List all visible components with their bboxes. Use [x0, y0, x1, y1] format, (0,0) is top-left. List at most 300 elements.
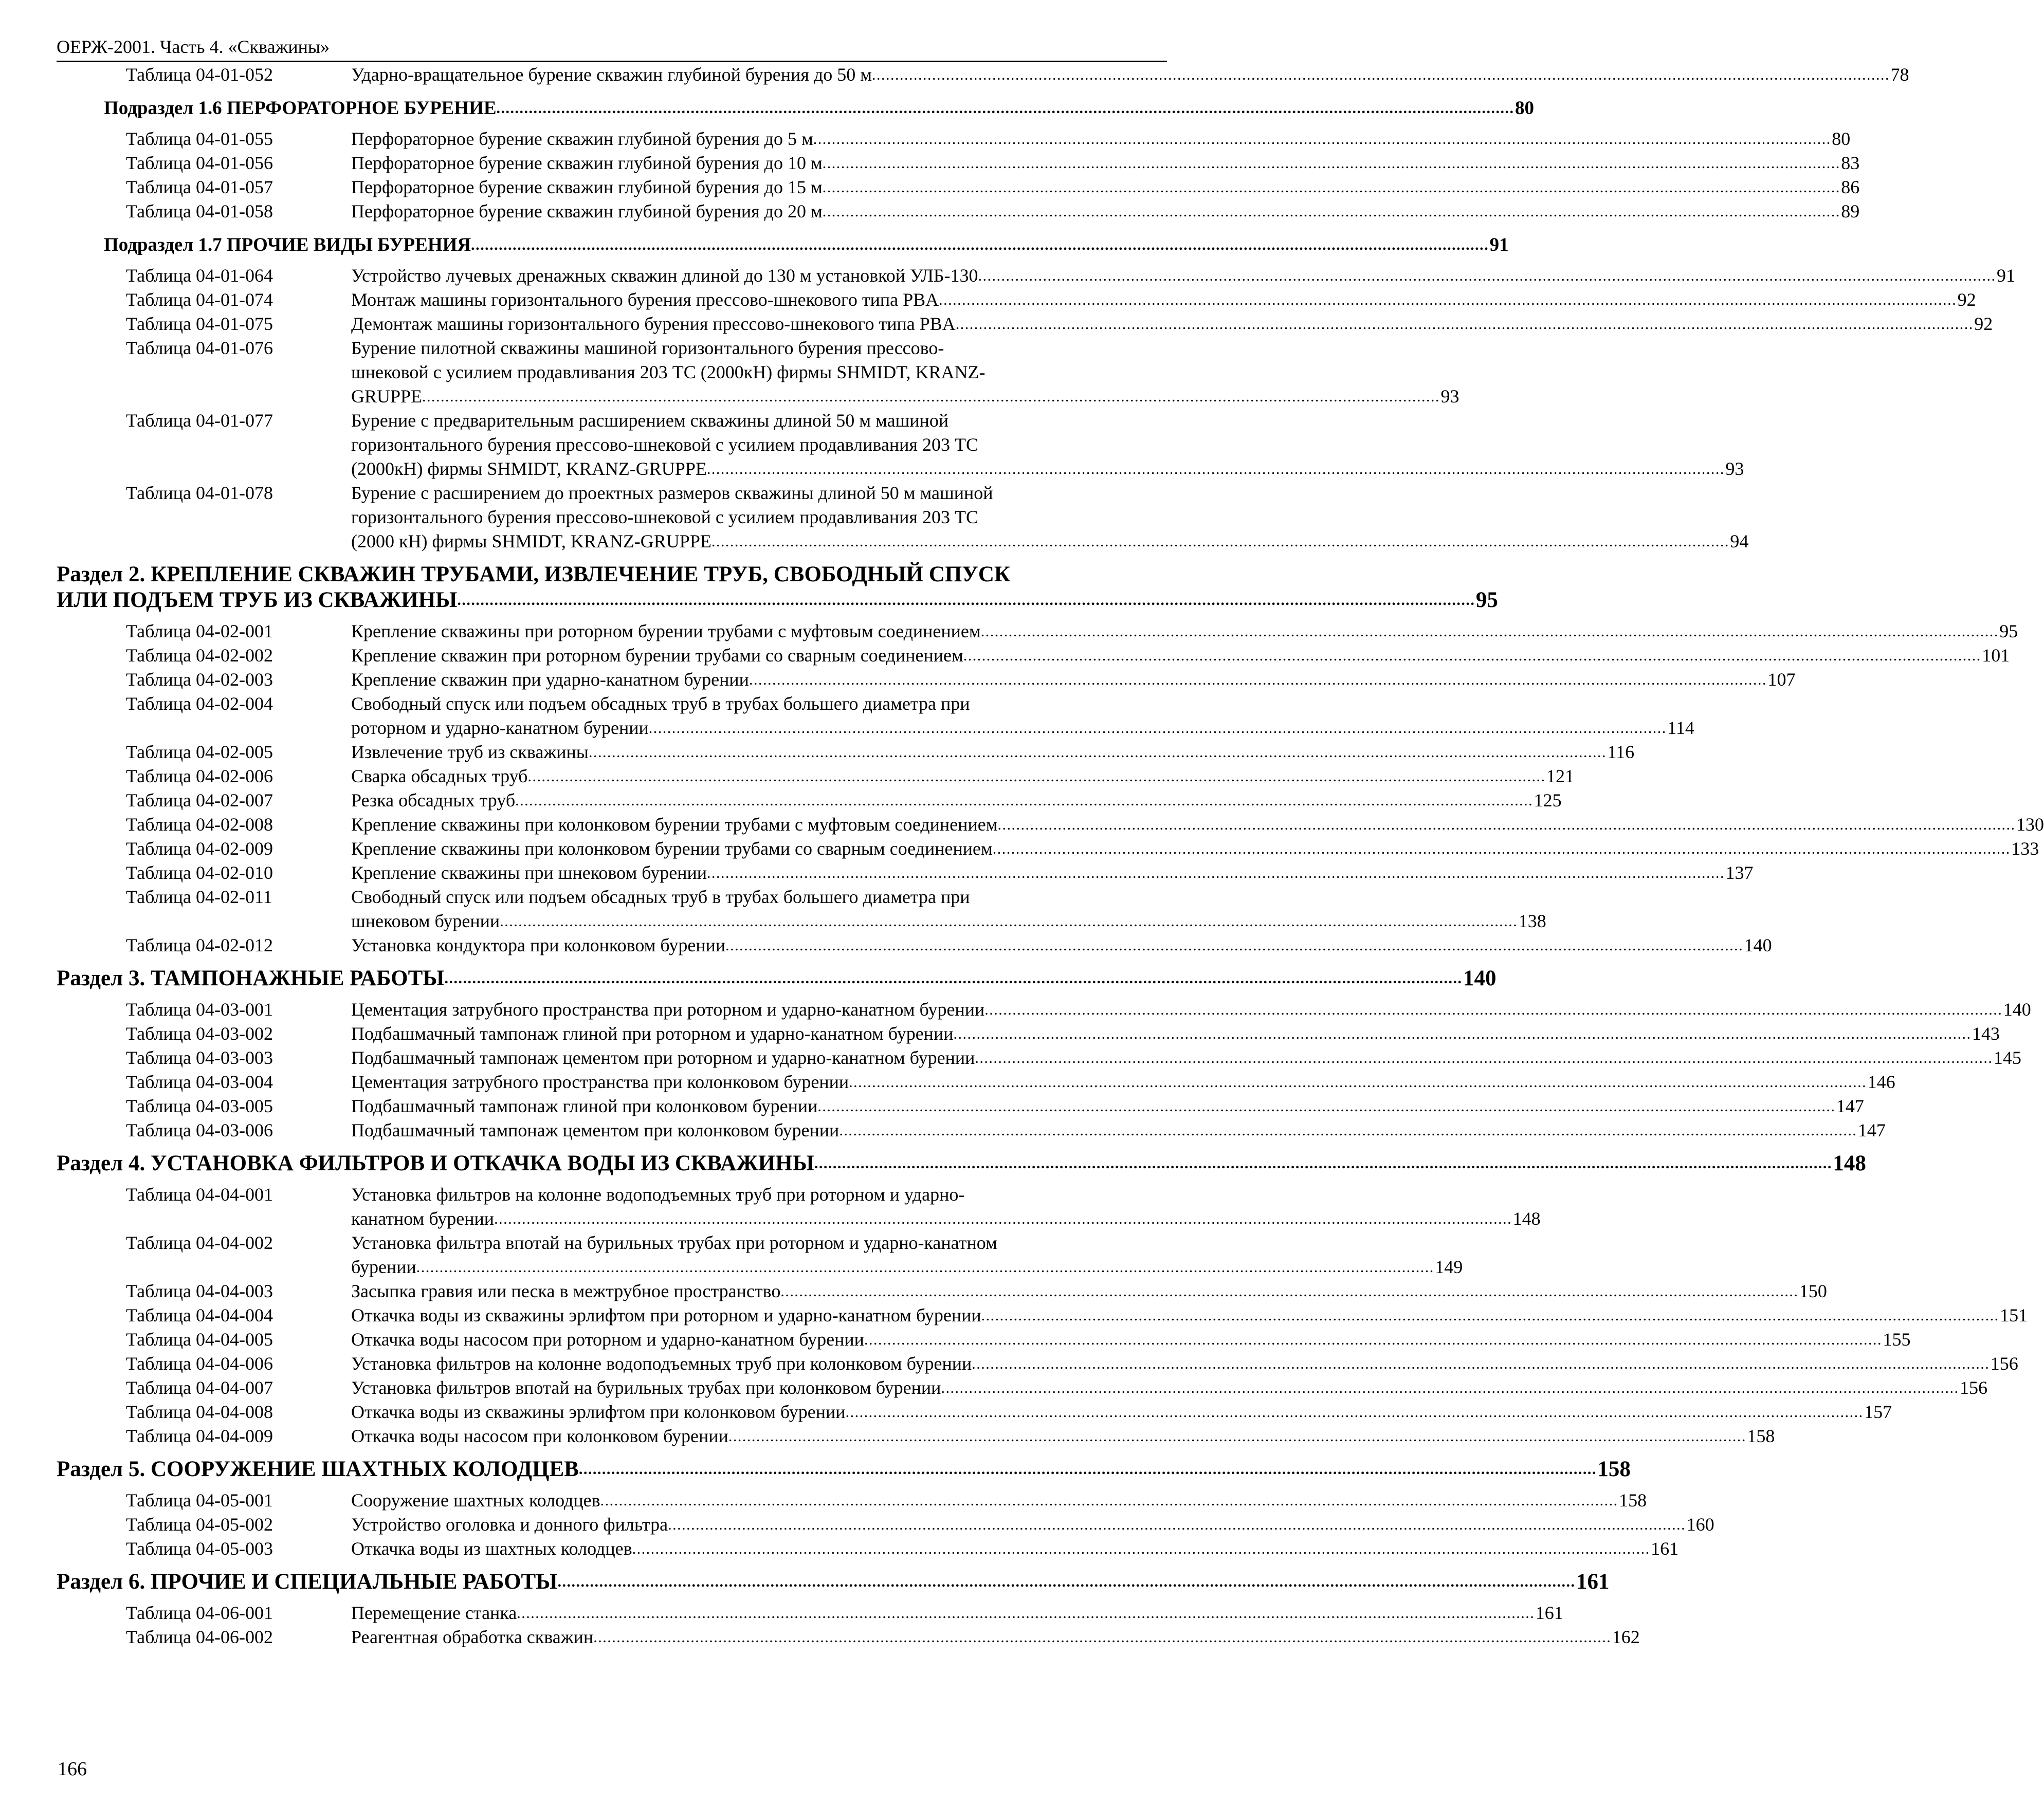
toc-table-entry[interactable]	[57, 1537, 1679, 1561]
title-line: Свободный спуск или подъем обсадных труб в трубах большего диаметра при	[351, 693, 970, 714]
page-ref: 116	[1607, 742, 1635, 762]
table-code: Таблица 04-02-010	[126, 862, 273, 883]
table-code: Таблица 04-05-001	[126, 1490, 273, 1511]
entry-title	[351, 1094, 1864, 1118]
entry-title	[104, 96, 1535, 121]
table-code: Таблица 04-01-064	[126, 265, 273, 286]
dot-leader: . . . . . . . . . . . . . . . . . . . . . . . . . . . . . . . . . . . . . . . . . . . . . . . . . . . . . . . . . . . . . . . . . . . . . . . . . . . . . . . . . . . . . . . . . . . . . . . . . . . . . . . . . . . . . . . . . . . . . . . . . . . . . . . . . . . . . . . . . . . . . . . . . . . . . . . . . . . . . . . . . . . . . . . . . . . . . . . . . . . . . . . . . . . . . . . . . . . . . . . . . . . . . . . . . . . . . . . . . . . .	[707, 864, 1723, 881]
entry-title	[351, 481, 1749, 554]
toc-table-entry[interactable]	[57, 619, 2018, 643]
table-code: Таблица 04-04-009	[126, 1426, 273, 1446]
table-code: Таблица 04-05-002	[126, 1514, 273, 1535]
entry-title	[351, 1303, 2028, 1328]
page-ref: 147	[1857, 1120, 1886, 1140]
title-line: Подбашмачный тампонаж цементом при колонковом бурении	[351, 1120, 840, 1140]
page-ref: 93	[1725, 458, 1744, 479]
toc-table-entry[interactable]	[57, 1303, 2028, 1328]
title-line: ИЛИ ПОДЪЕМ ТРУБ ИЗ СКВАЖИНЫ	[57, 588, 458, 612]
dot-leader: . . . . . . . . . . . . . . . . . . . . . . . . . . . . . . . . . . . . . . . . . . . . . . . . . . . . . . . . . . . . . . . . . . . . . . . . . . . . . . . . . . . . . . . . . . . . . . . . . . . . . . . . . . . . . . . . . . . . . . . . . . . . . . . . . . . . . . . . . . . . . . . . . . . . . . . . . . . . . . . . . . . . . . . . . . . . . . . . . . . . . . . . . . . . . . . . . . . . . . . . . . . . . . . . . . . . . . . . . . . .	[471, 236, 1487, 253]
page-ref: 156	[1990, 1353, 2018, 1374]
toc-table-entry[interactable]	[57, 1022, 2000, 1046]
toc-table-entry[interactable]	[57, 409, 1744, 481]
title-line: Сооружение шахтных колодцев	[351, 1490, 600, 1511]
entry-title	[351, 1537, 1679, 1561]
table-code: Таблица 04-01-052	[126, 64, 273, 85]
title-line: канатном бурении	[351, 1208, 495, 1229]
entry-title	[351, 1424, 1775, 1448]
toc-table-entry[interactable]	[57, 885, 1546, 933]
dot-leader: . . . . . . . . . . . . . . . . . . . . . . . . . . . . . . . . . . . . . . . . . . . . . . . . . . . . . . . . . . . . . . . . . . . . . . . . . . . . . . . . . . . . . . . . . . . . . . . . . . . . . . . . . . . . . . . . . . . . . . . . . . . . . . . . . . . . . . . . . . . . . . . . . . . . . . . . . . . . . . . . . . . . . . . . . . . . . . . . . . . . . . . . . . . . . . . . . . . . . . . . . . . . . . . . . . . . . . . . . . . .	[972, 1355, 1987, 1372]
dot-leader: . . . . . . . . . . . . . . . . . . . . . . . . . . . . . . . . . . . . . . . . . . . . . . . . . . . . . . . . . . . . . . . . . . . . . . . . . . . . . . . . . . . . . . . . . . . . . . . . . . . . . . . . . . . . . . . . . . . . . . . . . . . . . . . . . . . . . . . . . . . . . . . . . . . . . . . . . . . . . . . . . . . . . . . . . . . . . . . . . . . . . . . . . . . . . . . . . . . . . . . . . . . . . . . . . . . . . . . . . . . .	[578, 1461, 1595, 1478]
entry-title	[57, 562, 1498, 613]
title-line: Раздел 5. СООРУЖЕНИЕ ШАХТНЫХ КОЛОДЦЕВ	[57, 1457, 579, 1481]
table-code: Таблица 04-03-004	[126, 1072, 273, 1092]
dot-leader: . . . . . . . . . . . . . . . . . . . . . . . . . . . . . . . . . . . . . . . . . . . . . . . . . . . . . . . . . . . . . . . . . . . . . . . . . . . . . . . . . . . . . . . . . . . . . . . . . . . . . . . . . . . . . . . . . . . . . . . . . . . . . . . . . . . . . . . . . . . . . . . . . . . . . . . . . . . . . . . . . . . . . . . . . . . . . . . . . . . . . . . . . . . . . . . . . . . . . . . . . . . . . . . . . . . . . . . . . . . .	[941, 1379, 1957, 1396]
toc-table-entry[interactable]	[57, 264, 2016, 288]
table-code: Таблица 04-02-004	[126, 693, 273, 714]
table-code: Таблица 04-02-002	[126, 645, 273, 666]
page-ref: 130	[2016, 814, 2044, 835]
title-line: Резка обсадных труб	[351, 790, 516, 811]
dot-leader: . . . . . . . . . . . . . . . . . . . . . . . . . . . . . . . . . . . . . . . . . . . . . . . . . . . . . . . . . . . . . . . . . . . . . . . . . . . . . . . . . . . . . . . . . . . . . . . . . . . . . . . . . . . . . . . . . . . . . . . . . . . . . . . . . . . . . . . . . . . . . . . . . . . . . . . . . . . . . . . . . . . . . . . . . . . . . . . . . . . . . . . . . . . . . . . . . . . . . . . . . . . . . . . . . . . . . . . . . . . .	[813, 131, 1829, 148]
title-line: GRUPPE	[351, 386, 423, 407]
page-ref: 137	[1725, 862, 1754, 883]
page-ref: 95	[1999, 621, 2018, 641]
title-line: шнековой с усилием продавливания 203 ТС (2000кН) фирмы SHMIDT, KRANZ-	[351, 362, 986, 382]
dot-leader: . . . . . . . . . . . . . . . . . . . . . . . . . . . . . . . . . . . . . . . . . . . . . . . . . . . . . . . . . . . . . . . . . . . . . . . . . . . . . . . . . . . . . . . . . . . . . . . . . . . . . . . . . . . . . . . . . . . . . . . . . . . . . . . . . . . . . . . . . . . . . . . . . . . . . . . . . . . . . . . . . . . . . . . . . . . . . . . . . . . . . . . . . . . . . . . . . . . . . . . . . . . . . . . . . . . . . . . . . . . .	[845, 1404, 1862, 1421]
entry-title	[351, 668, 1796, 692]
title-line: Раздел 2. КРЕПЛЕНИЕ СКВАЖИН ТРУБАМИ, ИЗВЛЕЧЕНИЕ ТРУБ, СВОБОДНЫЙ СПУСК	[57, 562, 1011, 586]
title-line: Откачка воды из скважины эрлифтом при колонковом бурении	[351, 1402, 846, 1422]
table-code: Таблица 04-03-003	[126, 1047, 273, 1068]
page-ref: 80	[1515, 98, 1535, 119]
entry-title	[57, 1457, 1631, 1482]
page-ref: 140	[1744, 935, 1772, 955]
title-line: Перфораторное бурение скважин глубиной бурения до 5 м	[351, 128, 813, 149]
dot-leader: . . . . . . . . . . . . . . . . . . . . . . . . . . . . . . . . . . . . . . . . . . . . . . . . . . . . . . . . . . . . . . . . . . . . . . . . . . . . . . . . . . . . . . . . . . . . . . . . . . . . . . . . . . . . . . . . . . . . . . . . . . . . . . . . . . . . . . . . . . . . . . . . . . . . . . . . . . . . . . . . . . . . . . . . . . . . . . . . . . . . . . . . . . . . . . . . . . . . . . . . . . . . . . . . . . . . . . . . . . . .	[648, 720, 1665, 737]
title-line: Крепление скважин при ударно-канатном бурении	[351, 669, 749, 690]
toc-table-entry[interactable]	[57, 1070, 1895, 1094]
title-line: Установка фильтров на колонне водоподъемных труб при колонковом бурении	[351, 1353, 972, 1374]
page-ref: 80	[1832, 128, 1851, 149]
table-code: Таблица 04-01-055	[126, 128, 273, 149]
title-line: бурении	[351, 1257, 416, 1277]
title-line: шнековом бурении	[351, 911, 500, 931]
page-ref: 146	[1867, 1072, 1895, 1092]
title-line: Крепление скважин при роторном бурении трубами со сварным соединением	[351, 645, 963, 666]
title-line: (2000кН) фирмы SHMIDT, KRANZ-GRUPPE	[351, 458, 707, 479]
dot-leader: . . . . . . . . . . . . . . . . . . . . . . . . . . . . . . . . . . . . . . . . . . . . . . . . . . . . . . . . . . . . . . . . . . . . . . . . . . . . . . . . . . . . . . . . . . . . . . . . . . . . . . . . . . . . . . . . . . . . . . . . . . . . . . . . . . . . . . . . . . . . . . . . . . . . . . . . . . . . . . . . . . . . . . . . . . . . . . . . . . . . . . . . . . . . . . . . . . . . . . . . . . . . . . . . . . . . . . . . . . . .	[997, 816, 2013, 833]
title-line: Бурение с предварительным расширением скважины длиной 50 м машиной	[351, 410, 949, 431]
table-code: Таблица 04-04-002	[126, 1232, 273, 1253]
page-ref: 107	[1767, 669, 1796, 690]
dot-leader: . . . . . . . . . . . . . . . . . . . . . . . . . . . . . . . . . . . . . . . . . . . . . . . . . . . . . . . . . . . . . . . . . . . . . . . . . . . . . . . . . . . . . . . . . . . . . . . . . . . . . . . . . . . . . . . . . . . . . . . . . . . . . . . . . . . . . . . . . . . . . . . . . . . . . . . . . . . . . . . . . . . . . . . . . . . . . . . . . . . . . . . . . . . . . . . . . . . . . . . . . . . . . . . . . . . . . . . . . . . .	[728, 1428, 1744, 1445]
dot-leader: . . . . . . . . . . . . . . . . . . . . . . . . . . . . . . . . . . . . . . . . . . . . . . . . . . . . . . . . . . . . . . . . . . . . . . . . . . . . . . . . . . . . . . . . . . . . . . . . . . . . . . . . . . . . . . . . . . . . . . . . . . . . . . . . . . . . . . . . . . . . . . . . . . . . . . . . . . . . . . . . . . . . . . . . . . . . . . . . . . . . . . . . . . . . . . . . . . . . . . . . . . . . . . . . . . . . . . . . . . . .	[849, 1074, 1865, 1091]
title-line: (2000 кН) фирмы SHMIDT, KRANZ-GRUPPE	[351, 531, 711, 551]
table-code: Таблица 04-01-076	[126, 338, 273, 358]
dot-leader: . . . . . . . . . . . . . . . . . . . . . . . . . . . . . . . . . . . . . . . . . . . . . . . . . . . . . . . . . . . . . . . . . . . . . . . . . . . . . . . . . . . . . . . . . . . . . . . . . . . . . . . . . . . . . . . . . . . . . . . . . . . . . . . . . . . . . . . . . . . . . . . . . . . . . . . . . . . . . . . . . . . . . . . . . . . . . . . . . . . . . . . . . . . . . . . . . . . . . . . . . . . . . . . . . . . . . . . . . . . .	[557, 1573, 1573, 1590]
page-ref: 86	[1841, 177, 1860, 197]
dot-leader: . . . . . . . . . . . . . . . . . . . . . . . . . . . . . . . . . . . . . . . . . . . . . . . . . . . . . . . . . . . . . . . . . . . . . . . . . . . . . . . . . . . . . . . . . . . . . . . . . . . . . . . . . . . . . . . . . . . . . . . . . . . . . . . . . . . . . . . . . . . . . . . . . . . . . . . . . . . . . . . . . . . . . . . . . . . . . . . . . . . . . . . . . . . . . . . . . . . . . . . . . . . . . . . . . . . . . . . . . . . .	[515, 792, 1531, 809]
entry-title	[351, 151, 1860, 175]
dot-leader: . . . . . . . . . . . . . . . . . . . . . . . . . . . . . . . . . . . . . . . . . . . . . . . . . . . . . . . . . . . . . . . . . . . . . . . . . . . . . . . . . . . . . . . . . . . . . . . . . . . . . . . . . . . . . . . . . . . . . . . . . . . . . . . . . . . . . . . . . . . . . . . . . . . . . . . . . . . . . . . . . . . . . . . . . . . . . . . . . . . . . . . . . . . . . . . . . . . . . . . . . . . . . . . . . . . . . . . . . . . .	[953, 1025, 1969, 1042]
entry-title	[351, 312, 1993, 336]
table-code: Таблица 04-03-002	[126, 1023, 273, 1044]
dot-leader: . . . . . . . . . . . . . . . . . . . . . . . . . . . . . . . . . . . . . . . . . . . . . . . . . . . . . . . . . . . . . . . . . . . . . . . . . . . . . . . . . . . . . . . . . . . . . . . . . . . . . . . . . . . . . . . . . . . . . . . . . . . . . . . . . . . . . . . . . . . . . . . . . . . . . . . . . . . . . . . . . . . . . . . . . . . . . . . . . . . . . . . . . . . . . . . . . . . . . . . . . . . . . . . . . . . . . . . . . . . .	[725, 937, 1741, 954]
entry-title	[351, 998, 2031, 1022]
table-code: Таблица 04-02-012	[126, 935, 273, 955]
page-ref: 148	[1512, 1208, 1541, 1229]
title-line: Крепление скважины при колонковом бурении трубами с муфтовым соединением	[351, 814, 998, 835]
entry-title	[57, 1569, 1610, 1595]
toc-table-entry[interactable]	[57, 1513, 1714, 1537]
title-line: Сварка обсадных труб	[351, 766, 528, 786]
entry-title	[351, 1231, 1463, 1279]
entry-title	[351, 643, 2010, 668]
entry-title	[57, 1151, 1866, 1176]
page-ref: 158	[1597, 1457, 1631, 1481]
entry-title	[351, 1601, 1563, 1625]
table-code: Таблица 04-02-001	[126, 621, 273, 641]
entry-title	[351, 788, 1562, 813]
entry-title	[104, 233, 1509, 257]
page-ref: 157	[1864, 1402, 1892, 1422]
table-code: Таблица 04-01-078	[126, 483, 273, 503]
title-line: Свободный спуск или подъем обсадных труб в трубах большего диаметра при	[351, 887, 970, 907]
title-line: Подраздел 1.6 ПЕРФОРАТОРНОЕ БУРЕНИЕ	[104, 98, 497, 119]
title-line: Крепление скважины при колонковом бурении трубами со сварным соединением	[351, 838, 993, 859]
toc-table-entry[interactable]	[57, 1046, 2021, 1070]
toc-table-entry[interactable]	[57, 933, 1772, 958]
dot-leader: . . . . . . . . . . . . . . . . . . . . . . . . . . . . . . . . . . . . . . . . . . . . . . . . . . . . . . . . . . . . . . . . . . . . . . . . . . . . . . . . . . . . . . . . . . . . . . . . . . . . . . . . . . . . . . . . . . . . . . . . . . . . . . . . . . . . . . . . . . . . . . . . . . . . . . . . . . . . . . . . . . . . . . . . . . . . . . . . . . . . . . . . . . . . . . . . . . . . . . . . . . . . . . . . . . . . . . . . . . . .	[992, 840, 2009, 857]
entry-title	[351, 813, 2044, 837]
table-code: Таблица 04-01-074	[126, 289, 273, 310]
page-ref: 95	[1475, 588, 1498, 612]
title-line: горизонтального бурения прессово-шнековой с усилием продавливания 203 ТС	[351, 507, 978, 527]
dot-leader: . . . . . . . . . . . . . . . . . . . . . . . . . . . . . . . . . . . . . . . . . . . . . . . . . . . . . . . . . . . . . . . . . . . . . . . . . . . . . . . . . . . . . . . . . . . . . . . . . . . . . . . . . . . . . . . . . . . . . . . . . . . . . . . . . . . . . . . . . . . . . . . . . . . . . . . . . . . . . . . . . . . . . . . . . . . . . . . . . . . . . . . . . . . . . . . . . . . . . . . . . . . . . . . . . . . . . . . . . . . .	[517, 1605, 1532, 1622]
title-line: горизонтального бурения прессово-шнековой с усилием продавливания 203 ТС	[351, 434, 978, 455]
table-code: Таблица 04-01-057	[126, 177, 273, 197]
entry-title	[351, 1328, 1911, 1352]
page-ref: 143	[1972, 1023, 2000, 1044]
toc-table-entry[interactable]	[57, 1231, 1463, 1279]
table-code: Таблица 04-04-006	[126, 1353, 273, 1374]
dot-leader: . . . . . . . . . . . . . . . . . . . . . . . . . . . . . . . . . . . . . . . . . . . . . . . . . . . . . . . . . . . . . . . . . . . . . . . . . . . . . . . . . . . . . . . . . . . . . . . . . . . . . . . . . . . . . . . . . . . . . . . . . . . . . . . . . . . . . . . . . . . . . . . . . . . . . . . . . . . . . . . . . . . . . . . . . . . . . . . . . . . . . . . . . . . . . . . . . . . . . . . . . . . . . . . . . . . . . . . . . . . .	[981, 1307, 1997, 1324]
dot-leader: . . . . . . . . . . . . . . . . . . . . . . . . . . . . . . . . . . . . . . . . . . . . . . . . . . . . . . . . . . . . . . . . . . . . . . . . . . . . . . . . . . . . . . . . . . . . . . . . . . . . . . . . . . . . . . . . . . . . . . . . . . . . . . . . . . . . . . . . . . . . . . . . . . . . . . . . . . . . . . . . . . . . . . . . . . . . . . . . . . . . . . . . . . . . . . . . . . . . . . . . . . . . . . . . . . . . . . . . . . . .	[822, 179, 1838, 196]
entry-title	[351, 764, 1574, 788]
entry-title	[351, 127, 1851, 151]
title-line: Крепление скважины при шнековом бурении	[351, 862, 707, 883]
table-code: Таблица 04-06-001	[126, 1603, 273, 1623]
dot-leader: . . . . . . . . . . . . . . . . . . . . . . . . . . . . . . . . . . . . . . . . . . . . . . . . . . . . . . . . . . . . . . . . . . . . . . . . . . . . . . . . . . . . . . . . . . . . . . . . . . . . . . . . . . . . . . . . . . . . . . . . . . . . . . . . . . . . . . . . . . . . . . . . . . . . . . . . . . . . . . . . . . . . . . . . . . . . . . . . . . . . . . . . . . . . . . . . . . . . . . . . . . . . . . . . . . . . . . . . . . . .	[500, 913, 1516, 930]
title-line: Установка фильтра впотай на бурильных трубах при роторном и ударно-канатном	[351, 1232, 997, 1253]
table-code: Таблица 04-04-005	[126, 1329, 273, 1350]
toc-table-entry[interactable]	[57, 199, 1860, 224]
page-ref: 160	[1686, 1514, 1714, 1535]
entry-title	[351, 740, 1635, 764]
title-line: Установка кондуктора при колонковом бурении	[351, 935, 726, 955]
entry-title	[351, 288, 1976, 312]
toc-table-entry[interactable]	[57, 481, 1749, 554]
table-code: Таблица 04-04-003	[126, 1281, 273, 1301]
toc-table-entry[interactable]	[57, 288, 1976, 312]
title-line: Реагентная обработка скважин	[351, 1627, 594, 1647]
toc-table-entry[interactable]	[57, 1424, 1775, 1448]
dot-leader: . . . . . . . . . . . . . . . . . . . . . . . . . . . . . . . . . . . . . . . . . . . . . . . . . . . . . . . . . . . . . . . . . . . . . . . . . . . . . . . . . . . . . . . . . . . . . . . . . . . . . . . . . . . . . . . . . . . . . . . . . . . . . . . . . . . . . . . . . . . . . . . . . . . . . . . . . . . . . . . . . . . . . . . . . . . . . . . . . . . . . . . . . . . . . . . . . . . . . . . . . . . . . . . . . . . . . . . . . . . .	[593, 1629, 1609, 1646]
table-code: Таблица 04-02-011	[126, 887, 272, 907]
dot-leader: . . . . . . . . . . . . . . . . . . . . . . . . . . . . . . . . . . . . . . . . . . . . . . . . . . . . . . . . . . . . . . . . . . . . . . . . . . . . . . . . . . . . . . . . . . . . . . . . . . . . . . . . . . . . . . . . . . . . . . . . . . . . . . . . . . . . . . . . . . . . . . . . . . . . . . . . . . . . . . . . . . . . . . . . . . . . . . . . . . . . . . . . . . . . . . . . . . . . . . . . . . . . . . . . . . . . . . . . . . . .	[822, 203, 1838, 220]
entry-title	[351, 336, 1459, 409]
dot-leader: . . . . . . . . . . . . . . . . . . . . . . . . . . . . . . . . . . . . . . . . . . . . . . . . . . . . . . . . . . . . . . . . . . . . . . . . . . . . . . . . . . . . . . . . . . . . . . . . . . . . . . . . . . . . . . . . . . . . . . . . . . . . . . . . . . . . . . . . . . . . . . . . . . . . . . . . . . . . . . . . . . . . . . . . . . . . . . . . . . . . . . . . . . . . . . . . . . . . . . . . . . . . . . . . . . . . . . . . . . . .	[494, 1210, 1510, 1227]
dot-leader: . . . . . . . . . . . . . . . . . . . . . . . . . . . . . . . . . . . . . . . . . . . . . . . . . . . . . . . . . . . . . . . . . . . . . . . . . . . . . . . . . . . . . . . . . . . . . . . . . . . . . . . . . . . . . . . . . . . . . . . . . . . . . . . . . . . . . . . . . . . . . . . . . . . . . . . . . . . . . . . . . . . . . . . . . . . . . . . . . . . . . . . . . . . . . . . . . . . . . . . . . . . . . . . . . . . . . . . . . . . .	[632, 1540, 1648, 1557]
title-line: Откачка воды насосом при колонковом бурении	[351, 1426, 728, 1446]
running-title: ОЕРЖ-2001. Часть 4. «Скважины»	[57, 36, 330, 57]
table-code: Таблица 04-01-056	[126, 153, 273, 173]
toc-table-entry[interactable]	[57, 1376, 1987, 1400]
title-line: Монтаж машины горизонтального бурения прессово-шнекового типа PBA	[351, 289, 939, 310]
title-line: Раздел 3. ТАМПОНАЖНЫЕ РАБОТЫ	[57, 966, 445, 990]
toc-table-entry[interactable]	[57, 1279, 1827, 1303]
toc-table-entry[interactable]	[57, 1352, 2018, 1376]
toc-table-entry[interactable]	[57, 127, 1851, 151]
entry-title	[351, 63, 1909, 87]
page-ref: 161	[1576, 1570, 1610, 1594]
dot-leader: . . . . . . . . . . . . . . . . . . . . . . . . . . . . . . . . . . . . . . . . . . . . . . . . . . . . . . . . . . . . . . . . . . . . . . . . . . . . . . . . . . . . . . . . . . . . . . . . . . . . . . . . . . . . . . . . . . . . . . . . . . . . . . . . . . . . . . . . . . . . . . . . . . . . . . . . . . . . . . . . . . . . . . . . . . . . . . . . . . . . . . . . . . . . . . . . . . . . . . . . . . . . . . . . . . . . . . . . . . . .	[706, 461, 1723, 477]
page-ref: 161	[1535, 1603, 1563, 1623]
title-line: Перфораторное бурение скважин глубиной бурения до 15 м	[351, 177, 823, 197]
page-ref: 133	[2011, 838, 2039, 859]
toc-section-heading[interactable]	[57, 1151, 1866, 1176]
entry-title	[351, 1118, 1886, 1143]
dot-leader: . . . . . . . . . . . . . . . . . . . . . . . . . . . . . . . . . . . . . . . . . . . . . . . . . . . . . . . . . . . . . . . . . . . . . . . . . . . . . . . . . . . . . . . . . . . . . . . . . . . . . . . . . . . . . . . . . . . . . . . . . . . . . . . . . . . . . . . . . . . . . . . . . . . . . . . . . . . . . . . . . . . . . . . . . . . . . . . . . . . . . . . . . . . . . . . . . . . . . . . . . . . . . . . . . . . . . . . . . . . .	[839, 1122, 1855, 1139]
page-ref: 83	[1841, 153, 1860, 173]
page-ref: 78	[1890, 64, 1909, 85]
table-code: Таблица 04-02-005	[126, 742, 273, 762]
toc-section-heading[interactable]	[57, 562, 1498, 613]
page-ref: 155	[1883, 1329, 1911, 1350]
table-of-contents	[57, 63, 2044, 1649]
dot-leader: . . . . . . . . . . . . . . . . . . . . . . . . . . . . . . . . . . . . . . . . . . . . . . . . . . . . . . . . . . . . . . . . . . . . . . . . . . . . . . . . . . . . . . . . . . . . . . . . . . . . . . . . . . . . . . . . . . . . . . . . . . . . . . . . . . . . . . . . . . . . . . . . . . . . . . . . . . . . . . . . . . . . . . . . . . . . . . . . . . . . . . . . . . . . . . . . . . . . . . . . . . . . . . . . . . . . . . . . . . . .	[864, 1331, 1880, 1348]
toc-table-entry[interactable]	[57, 813, 2044, 837]
dot-leader: . . . . . . . . . . . . . . . . . . . . . . . . . . . . . . . . . . . . . . . . . . . . . . . . . . . . . . . . . . . . . . . . . . . . . . . . . . . . . . . . . . . . . . . . . . . . . . . . . . . . . . . . . . . . . . . . . . . . . . . . . . . . . . . . . . . . . . . . . . . . . . . . . . . . . . . . . . . . . . . . . . . . . . . . . . . . . . . . . . . . . . . . . . . . . . . . . . . . . . . . . . . . . . . . . . . . . . . . . . . .	[817, 1098, 1833, 1115]
toc-table-entry[interactable]	[57, 151, 1860, 175]
dot-leader: . . . . . . . . . . . . . . . . . . . . . . . . . . . . . . . . . . . . . . . . . . . . . . . . . . . . . . . . . . . . . . . . . . . . . . . . . . . . . . . . . . . . . . . . . . . . . . . . . . . . . . . . . . . . . . . . . . . . . . . . . . . . . . . . . . . . . . . . . . . . . . . . . . . . . . . . . . . . . . . . . . . . . . . . . . . . . . . . . . . . . . . . . . . . . . . . . . . . . . . . . . . . . . . . . . . . . . . . . . . .	[780, 1283, 1796, 1300]
title-line: Раздел 6. ПРОЧИЕ И СПЕЦИАЛЬНЫЕ РАБОТЫ	[57, 1570, 558, 1594]
title-line: Бурение с расширением до проектных размеров скважины длиной 50 м машиной	[351, 483, 993, 503]
entry-title	[351, 1046, 2021, 1070]
entry-title	[351, 619, 2018, 643]
dot-leader: . . . . . . . . . . . . . . . . . . . . . . . . . . . . . . . . . . . . . . . . . . . . . . . . . . . . . . . . . . . . . . . . . . . . . . . . . . . . . . . . . . . . . . . . . . . . . . . . . . . . . . . . . . . . . . . . . . . . . . . . . . . . . . . . . . . . . . . . . . . . . . . . . . . . . . . . . . . . . . . . . . . . . . . . . . . . . . . . . . . . . . . . . . . . . . . . . . . . . . . . . . . . . . . . . . . . . . . . . . . .	[422, 388, 1438, 405]
toc-table-entry[interactable]	[57, 1094, 1864, 1118]
table-code: Таблица 04-04-008	[126, 1402, 273, 1422]
page-ref: 150	[1799, 1281, 1827, 1301]
page-ref: 92	[1974, 314, 1993, 334]
title-line: Откачка воды насосом при роторном и ударно-канатном бурении	[351, 1329, 864, 1350]
toc-table-entry[interactable]	[57, 837, 2039, 861]
page-ref: 161	[1651, 1538, 1679, 1559]
dot-leader: . . . . . . . . . . . . . . . . . . . . . . . . . . . . . . . . . . . . . . . . . . . . . . . . . . . . . . . . . . . . . . . . . . . . . . . . . . . . . . . . . . . . . . . . . . . . . . . . . . . . . . . . . . . . . . . . . . . . . . . . . . . . . . . . . . . . . . . . . . . . . . . . . . . . . . . . . . . . . . . . . . . . . . . . . . . . . . . . . . . . . . . . . . . . . . . . . . . . . . . . . . . . . . . . . . . . . . . . . . . .	[416, 1259, 1432, 1276]
page-ref: 140	[1463, 966, 1496, 990]
table-code: Таблица 04-04-001	[126, 1184, 273, 1205]
dot-leader: . . . . . . . . . . . . . . . . . . . . . . . . . . . . . . . . . . . . . . . . . . . . . . . . . . . . . . . . . . . . . . . . . . . . . . . . . . . . . . . . . . . . . . . . . . . . . . . . . . . . . . . . . . . . . . . . . . . . . . . . . . . . . . . . . . . . . . . . . . . . . . . . . . . . . . . . . . . . . . . . . . . . . . . . . . . . . . . . . . . . . . . . . . . . . . . . . . . . . . . . . . . . . . . . . . . . . . . . . . . .	[975, 1050, 1991, 1066]
entry-title	[351, 1279, 1827, 1303]
toc-table-entry[interactable]	[57, 740, 1635, 764]
page-ref: 101	[1982, 645, 2010, 666]
table-code: Таблица 04-04-007	[126, 1377, 273, 1398]
title-line: Подбашмачный тампонаж глиной при колонковом бурении	[351, 1096, 818, 1116]
toc-table-entry[interactable]	[57, 692, 1694, 740]
title-line: Засыпка гравия или песка в межтрубное пространство	[351, 1281, 781, 1301]
entry-title	[351, 264, 2016, 288]
toc-table-entry[interactable]	[57, 63, 1909, 87]
dot-leader: . . . . . . . . . . . . . . . . . . . . . . . . . . . . . . . . . . . . . . . . . . . . . . . . . . . . . . . . . . . . . . . . . . . . . . . . . . . . . . . . . . . . . . . . . . . . . . . . . . . . . . . . . . . . . . . . . . . . . . . . . . . . . . . . . . . . . . . . . . . . . . . . . . . . . . . . . . . . . . . . . . . . . . . . . . . . . . . . . . . . . . . . . . . . . . . . . . . . . . . . . . . . . . . . . . . . . . . . . . . .	[939, 291, 1955, 308]
title-line: Устройство оголовка и донного фильтра	[351, 1514, 668, 1535]
page-ref: 91	[1997, 265, 2016, 286]
page-ref: 89	[1841, 201, 1860, 222]
toc-table-entry[interactable]	[57, 1488, 1647, 1513]
toc-table-entry[interactable]	[57, 312, 1993, 336]
table-code: Таблица 04-04-004	[126, 1305, 273, 1326]
table-code: Таблица 04-01-075	[126, 314, 273, 334]
toc-table-entry[interactable]	[57, 1328, 1911, 1352]
table-code: Таблица 04-02-007	[126, 790, 273, 811]
page-ref: 114	[1667, 717, 1694, 738]
toc-table-entry[interactable]	[57, 1183, 1541, 1231]
title-line: Перемещение станка	[351, 1603, 517, 1623]
table-code: Таблица 04-02-006	[126, 766, 273, 786]
title-line: Цементация затрубного пространства при роторном и ударно-канатном бурении	[351, 999, 985, 1020]
page-ref: 94	[1730, 531, 1749, 551]
page-number: 166	[58, 1758, 87, 1780]
page-ref: 148	[1833, 1151, 1866, 1175]
table-code: Таблица 04-01-058	[126, 201, 273, 222]
table-code: Таблица 04-03-001	[126, 999, 273, 1020]
page-ref: 92	[1957, 289, 1976, 310]
page-ref: 162	[1612, 1627, 1640, 1647]
title-line: Ударно-вращательное бурение скважин глубиной бурения до 50 м	[351, 64, 872, 85]
title-line: Устройство лучевых дренажных скважин длиной до 130 м установкой УЛБ-130	[351, 265, 978, 286]
title-line: Извлечение труб из скважины	[351, 742, 589, 762]
page-ref: 91	[1489, 234, 1509, 255]
entry-title	[351, 1022, 2000, 1046]
dot-leader: . . . . . . . . . . . . . . . . . . . . . . . . . . . . . . . . . . . . . . . . . . . . . . . . . . . . . . . . . . . . . . . . . . . . . . . . . . . . . . . . . . . . . . . . . . . . . . . . . . . . . . . . . . . . . . . . . . . . . . . . . . . . . . . . . . . . . . . . . . . . . . . . . . . . . . . . . . . . . . . . . . . . . . . . . . . . . . . . . . . . . . . . . . . . . . . . . . . . . . . . . . . . . . . . . . . . . . . . . . . .	[588, 744, 1604, 761]
dot-leader: . . . . . . . . . . . . . . . . . . . . . . . . . . . . . . . . . . . . . . . . . . . . . . . . . . . . . . . . . . . . . . . . . . . . . . . . . . . . . . . . . . . . . . . . . . . . . . . . . . . . . . . . . . . . . . . . . . . . . . . . . . . . . . . . . . . . . . . . . . . . . . . . . . . . . . . . . . . . . . . . . . . . . . . . . . . . . . . . . . . . . . . . . . . . . . . . . . . . . . . . . . . . . . . . . . . . . . . . . . . .	[871, 66, 1888, 83]
dot-leader: . . . . . . . . . . . . . . . . . . . . . . . . . . . . . . . . . . . . . . . . . . . . . . . . . . . . . . . . . . . . . . . . . . . . . . . . . . . . . . . . . . . . . . . . . . . . . . . . . . . . . . . . . . . . . . . . . . . . . . . . . . . . . . . . . . . . . . . . . . . . . . . . . . . . . . . . . . . . . . . . . . . . . . . . . . . . . . . . . . . . . . . . . . . . . . . . . . . . . . . . . . . . . . . . . . . . . . . . . . . .	[527, 768, 1543, 785]
page-ref: 147	[1836, 1096, 1864, 1116]
toc-table-entry[interactable]	[57, 643, 2010, 668]
toc-section-heading[interactable]	[57, 966, 1496, 991]
title-line: Откачка воды из шахтных колодцев	[351, 1538, 632, 1559]
toc-table-entry[interactable]	[57, 1601, 1563, 1625]
title-line: Подбашмачный тампонаж глиной при роторном и ударно-канатном бурении	[351, 1023, 954, 1044]
entry-title	[351, 1400, 1892, 1424]
toc-table-entry[interactable]	[57, 1118, 1886, 1143]
toc-subsection-heading[interactable]	[57, 96, 1535, 121]
dot-leader: . . . . . . . . . . . . . . . . . . . . . . . . . . . . . . . . . . . . . . . . . . . . . . . . . . . . . . . . . . . . . . . . . . . . . . . . . . . . . . . . . . . . . . . . . . . . . . . . . . . . . . . . . . . . . . . . . . . . . . . . . . . . . . . . . . . . . . . . . . . . . . . . . . . . . . . . . . . . . . . . . . . . . . . . . . . . . . . . . . . . . . . . . . . . . . . . . . . . . . . . . . . . . . . . . . . . . . . . . . . .	[822, 155, 1838, 172]
entry-title	[351, 199, 1860, 224]
dot-leader: . . . . . . . . . . . . . . . . . . . . . . . . . . . . . . . . . . . . . . . . . . . . . . . . . . . . . . . . . . . . . . . . . . . . . . . . . . . . . . . . . . . . . . . . . . . . . . . . . . . . . . . . . . . . . . . . . . . . . . . . . . . . . . . . . . . . . . . . . . . . . . . . . . . . . . . . . . . . . . . . . . . . . . . . . . . . . . . . . . . . . . . . . . . . . . . . . . . . . . . . . . . . . . . . . . . . . . . . . . . .	[978, 267, 1994, 284]
page-ref: 158	[1747, 1426, 1775, 1446]
toc-table-entry[interactable]	[57, 1400, 1892, 1424]
entry-title	[351, 1352, 2018, 1376]
title-line: Откачка воды из скважины эрлифтом при роторном и ударно-канатном бурении	[351, 1305, 981, 1326]
toc-table-entry[interactable]	[57, 175, 1860, 199]
toc-table-entry[interactable]	[57, 998, 2031, 1022]
title-line: Раздел 4. УСТАНОВКА ФИЛЬТРОВ И ОТКАЧКА ВОДЫ ИЗ СКВАЖИНЫ	[57, 1151, 814, 1175]
entry-title	[351, 1488, 1647, 1513]
page-ref: 93	[1440, 386, 1459, 407]
dot-leader: . . . . . . . . . . . . . . . . . . . . . . . . . . . . . . . . . . . . . . . . . . . . . . . . . . . . . . . . . . . . . . . . . . . . . . . . . . . . . . . . . . . . . . . . . . . . . . . . . . . . . . . . . . . . . . . . . . . . . . . . . . . . . . . . . . . . . . . . . . . . . . . . . . . . . . . . . . . . . . . . . . . . . . . . . . . . . . . . . . . . . . . . . . . . . . . . . . . . . . . . . . . . . . . . . . . . . . . . . . . .	[457, 592, 1473, 609]
dot-leader: . . . . . . . . . . . . . . . . . . . . . . . . . . . . . . . . . . . . . . . . . . . . . . . . . . . . . . . . . . . . . . . . . . . . . . . . . . . . . . . . . . . . . . . . . . . . . . . . . . . . . . . . . . . . . . . . . . . . . . . . . . . . . . . . . . . . . . . . . . . . . . . . . . . . . . . . . . . . . . . . . . . . . . . . . . . . . . . . . . . . . . . . . . . . . . . . . . . . . . . . . . . . . . . . . . . . . . . . . . . .	[814, 1155, 1830, 1172]
title-line: Крепление скважины при роторном бурении трубами с муфтовым соединением	[351, 621, 981, 641]
toc-table-entry[interactable]	[57, 764, 1574, 788]
page-ref: 151	[2000, 1305, 2028, 1326]
table-code: Таблица 04-06-002	[126, 1627, 273, 1647]
toc-subsection-heading[interactable]	[57, 233, 1509, 257]
dot-leader: . . . . . . . . . . . . . . . . . . . . . . . . . . . . . . . . . . . . . . . . . . . . . . . . . . . . . . . . . . . . . . . . . . . . . . . . . . . . . . . . . . . . . . . . . . . . . . . . . . . . . . . . . . . . . . . . . . . . . . . . . . . . . . . . . . . . . . . . . . . . . . . . . . . . . . . . . . . . . . . . . . . . . . . . . . . . . . . . . . . . . . . . . . . . . . . . . . . . . . . . . . . . . . . . . . . . . . . . . . . .	[668, 1516, 1684, 1533]
entry-title	[351, 837, 2039, 861]
title-line: Демонтаж машины горизонтального бурения прессово-шнекового типа PBA	[351, 314, 956, 334]
table-code: Таблица 04-03-006	[126, 1120, 273, 1140]
toc-section-heading[interactable]	[57, 1457, 1631, 1482]
toc-table-entry[interactable]	[57, 668, 1796, 692]
table-code: Таблица 04-03-005	[126, 1096, 273, 1116]
page-ref: 156	[1959, 1377, 1987, 1398]
dot-leader: . . . . . . . . . . . . . . . . . . . . . . . . . . . . . . . . . . . . . . . . . . . . . . . . . . . . . . . . . . . . . . . . . . . . . . . . . . . . . . . . . . . . . . . . . . . . . . . . . . . . . . . . . . . . . . . . . . . . . . . . . . . . . . . . . . . . . . . . . . . . . . . . . . . . . . . . . . . . . . . . . . . . . . . . . . . . . . . . . . . . . . . . . . . . . . . . . . . . . . . . . . . . . . . . . . . . . . . . . . . .	[984, 1001, 2000, 1018]
entry-title	[351, 1070, 1895, 1094]
title-line: Установка фильтров на колонне водоподъемных труб при роторном и ударно-	[351, 1184, 965, 1205]
page-ref: 145	[1993, 1047, 2021, 1068]
entry-title	[351, 885, 1546, 933]
title-line: Цементация затрубного пространства при колонковом бурении	[351, 1072, 849, 1092]
entry-title	[351, 175, 1860, 199]
entry-title	[351, 933, 1772, 958]
toc-table-entry[interactable]	[57, 1625, 1640, 1649]
page-ref: 149	[1435, 1257, 1463, 1277]
entry-title	[351, 692, 1694, 740]
table-code: Таблица 04-05-003	[126, 1538, 273, 1559]
title-line: Подбашмачный тампонаж цементом при роторном и ударно-канатном бурении	[351, 1047, 975, 1068]
dot-leader: . . . . . . . . . . . . . . . . . . . . . . . . . . . . . . . . . . . . . . . . . . . . . . . . . . . . . . . . . . . . . . . . . . . . . . . . . . . . . . . . . . . . . . . . . . . . . . . . . . . . . . . . . . . . . . . . . . . . . . . . . . . . . . . . . . . . . . . . . . . . . . . . . . . . . . . . . . . . . . . . . . . . . . . . . . . . . . . . . . . . . . . . . . . . . . . . . . . . . . . . . . . . . . . . . . . . . . . . . . . .	[749, 671, 1765, 688]
toc-section-heading[interactable]	[57, 1569, 1610, 1595]
table-code: Таблица 04-01-077	[126, 410, 273, 431]
toc-table-entry[interactable]	[57, 788, 1562, 813]
page-ref: 138	[1518, 911, 1546, 931]
title-line: роторном и ударно-канатном бурении	[351, 717, 649, 738]
dot-leader: . . . . . . . . . . . . . . . . . . . . . . . . . . . . . . . . . . . . . . . . . . . . . . . . . . . . . . . . . . . . . . . . . . . . . . . . . . . . . . . . . . . . . . . . . . . . . . . . . . . . . . . . . . . . . . . . . . . . . . . . . . . . . . . . . . . . . . . . . . . . . . . . . . . . . . . . . . . . . . . . . . . . . . . . . . . . . . . . . . . . . . . . . . . . . . . . . . . . . . . . . . . . . . . . . . . . . . . . . . . .	[963, 647, 1979, 664]
toc-table-entry[interactable]	[57, 861, 1754, 885]
entry-title	[57, 966, 1496, 991]
title-line: Подраздел 1.7 ПРОЧИЕ ВИДЫ БУРЕНИЯ	[104, 234, 471, 255]
running-header	[57, 33, 1167, 62]
entry-title	[351, 1376, 1987, 1400]
page-ref: 158	[1619, 1490, 1647, 1511]
entry-title	[351, 1513, 1714, 1537]
page-ref: 121	[1546, 766, 1574, 786]
dot-leader: . . . . . . . . . . . . . . . . . . . . . . . . . . . . . . . . . . . . . . . . . . . . . . . . . . . . . . . . . . . . . . . . . . . . . . . . . . . . . . . . . . . . . . . . . . . . . . . . . . . . . . . . . . . . . . . . . . . . . . . . . . . . . . . . . . . . . . . . . . . . . . . . . . . . . . . . . . . . . . . . . . . . . . . . . . . . . . . . . . . . . . . . . . . . . . . . . . . . . . . . . . . . . . . . . . . . . . . . . . . .	[955, 316, 1972, 333]
dot-leader: . . . . . . . . . . . . . . . . . . . . . . . . . . . . . . . . . . . . . . . . . . . . . . . . . . . . . . . . . . . . . . . . . . . . . . . . . . . . . . . . . . . . . . . . . . . . . . . . . . . . . . . . . . . . . . . . . . . . . . . . . . . . . . . . . . . . . . . . . . . . . . . . . . . . . . . . . . . . . . . . . . . . . . . . . . . . . . . . . . . . . . . . . . . . . . . . . . . . . . . . . . . . . . . . . . . . . . . . . . . .	[600, 1492, 1616, 1509]
toc-table-entry[interactable]	[57, 336, 1459, 409]
title-line: Установка фильтров впотай на бурильных трубах при колонковом бурении	[351, 1377, 941, 1398]
dot-leader: . . . . . . . . . . . . . . . . . . . . . . . . . . . . . . . . . . . . . . . . . . . . . . . . . . . . . . . . . . . . . . . . . . . . . . . . . . . . . . . . . . . . . . . . . . . . . . . . . . . . . . . . . . . . . . . . . . . . . . . . . . . . . . . . . . . . . . . . . . . . . . . . . . . . . . . . . . . . . . . . . . . . . . . . . . . . . . . . . . . . . . . . . . . . . . . . . . . . . . . . . . . . . . . . . . . . . . . . . . . .	[980, 623, 1997, 640]
title-line: Бурение пилотной скважины машиной горизонтального бурения прессово-	[351, 338, 944, 358]
title-line: Перфораторное бурение скважин глубиной бурения до 20 м	[351, 201, 823, 222]
page-ref: 125	[1534, 790, 1562, 811]
entry-title	[351, 409, 1744, 481]
entry-title	[351, 1183, 1541, 1231]
page-ref: 140	[2003, 999, 2031, 1020]
entry-title	[351, 861, 1754, 885]
